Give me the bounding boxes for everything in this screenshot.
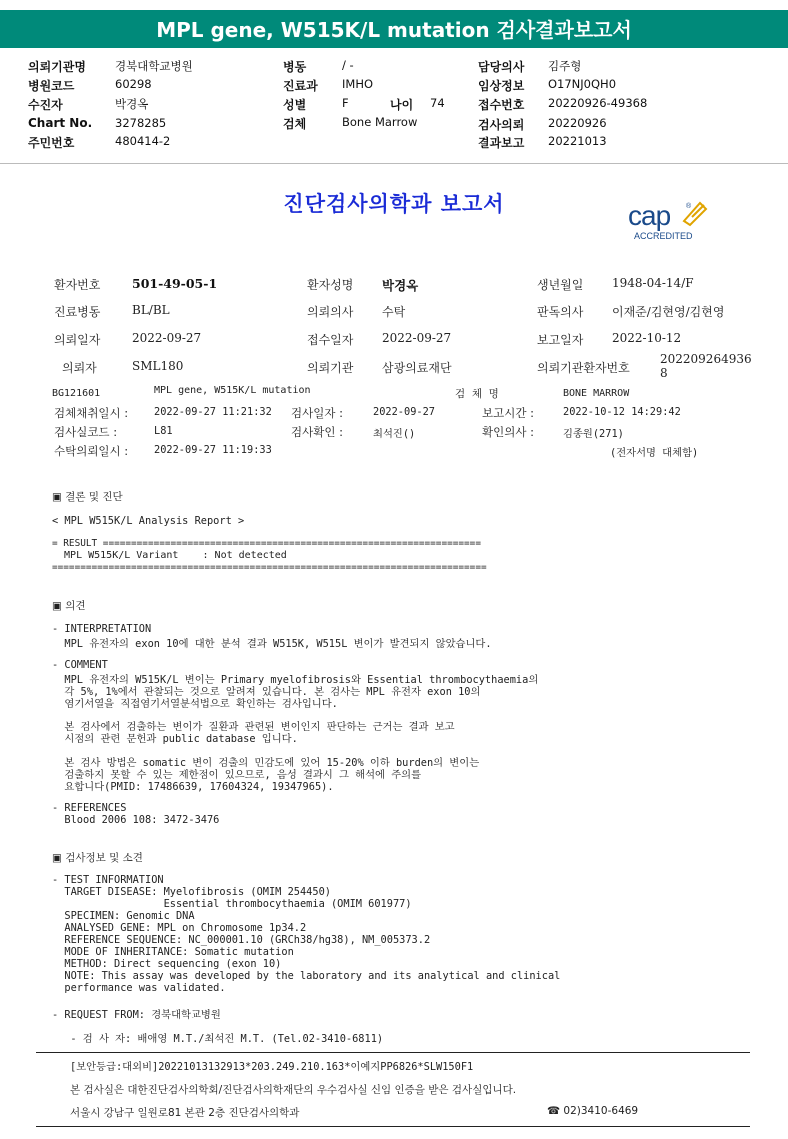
ward-unit-value: BL/BL (132, 303, 170, 317)
comment-line: 검출하지 못할 수 있는 제한점이 있으므로, 음성 결과시 그 해석에 주의를 (52, 769, 422, 781)
test-info-heading: ▣ 검사정보 및 소견 (52, 852, 143, 864)
clinical-info-value: O17NJ0QH0 (548, 77, 617, 91)
reading-doctor-value: 이재준/김현영/김현영 (612, 305, 725, 319)
institution-label: 의뢰기관명 (28, 60, 86, 74)
sex-value: F (342, 96, 349, 110)
institution-patient-no-value-cont: 8 (660, 366, 668, 380)
cap-logo-text: cap (628, 200, 671, 231)
test-date-label: 검사일자 : (291, 406, 343, 420)
test-info-line: ANALYSED GENE: MPL on Chromosome 1p34.2 (52, 922, 307, 934)
test-name: MPL gene, W515K/L mutation (154, 385, 311, 396)
report-time-label: 보고시간 : (482, 406, 534, 420)
patient-value: 박경옥 (115, 97, 149, 111)
resident-no-value: 480414-2 (115, 134, 171, 148)
interpretation-heading: - INTERPRETATION (52, 623, 152, 635)
comment-line: 각 5%, 1%에서 관찰되는 것으로 알려져 있습니다. 본 검사는 MPL 유전자 exon 10의 (52, 686, 481, 698)
test-info-line: Essential thrombocythaemia (OMIM 601977) (52, 898, 412, 910)
test-info-line: NOTE: This assay was developed by the laboratory and its analytical and clinical (52, 970, 561, 982)
result-date-label: 결과보고 (478, 136, 525, 150)
requester-label: 의뢰자 (62, 361, 97, 375)
outsource-request-label: 수탁의뢰일시 : (54, 444, 129, 458)
department-label: 진료과 (283, 79, 318, 93)
patient-label: 수진자 (28, 98, 63, 112)
analysis-report-name: < MPL W515K/L Analysis Report > (52, 515, 245, 527)
outsource-request-value: 2022-09-27 11:19:33 (154, 444, 272, 456)
test-info-line: METHOD: Direct sequencing (exon 10) (52, 958, 282, 970)
request-from: - REQUEST FROM: 경북대학교병원 (52, 1009, 221, 1021)
comment-heading: - COMMENT (52, 659, 108, 671)
comment-line: 요합니다(PMID: 17486639, 17604324, 19347965). (52, 781, 334, 793)
accession-date-label: 접수일자 (307, 333, 354, 347)
hospital-code-label: 병원코드 (28, 79, 75, 93)
test-info-line: MODE OF INHERITANCE: Somatic mutation (52, 946, 294, 958)
receipt-no-label: 접수번호 (478, 98, 525, 112)
comment-line: 본 검사 방법은 somatic 변이 검출의 민감도에 있어 15-20% 이하 burden의 변이는 (52, 757, 480, 769)
ward-value: / - (342, 58, 354, 72)
certification-text: 본 검사실은 대한진단검사의학회/진단검사의학재단의 우수검사실 신임 인증을 받은 검사실입니다. (70, 1084, 517, 1096)
lab-address: 서울시 강남구 일원로81 본관 2층 진단검사의학과 (70, 1107, 300, 1119)
confirm-doctor-label: 확인의사 : (482, 425, 534, 439)
result-separator: = RESULT =================================================================== (52, 538, 481, 549)
lab-code-value: L81 (154, 425, 173, 437)
security-line: [보안등급:대외비]20221013132913*203.249.210.163*이예지PP6826*SLW150F1 (70, 1061, 474, 1073)
doctor-label: 담당의사 (478, 60, 525, 74)
comment-line: 염기서열을 직접염기서열분석법으로 확인하는 검사입니다. (52, 698, 338, 710)
test-info-line: performance was validated. (52, 982, 226, 994)
request-date-value: 20220926 (548, 116, 607, 130)
reference-item: Blood 2006 108: 3472-3476 (52, 814, 220, 826)
reading-doctor-label: 판독의사 (537, 305, 584, 319)
esign-note: (전자서명 대체함) (610, 447, 699, 459)
opinion-heading: ▣ 의견 (52, 600, 86, 612)
header-divider (0, 163, 788, 164)
requesting-doctor-label: 의뢰의사 (307, 305, 354, 319)
comment-line: 본 검사에서 검출하는 변이가 질환과 관련된 변이인지 판단하는 근거는 결과 보고 (52, 721, 455, 733)
footer-bottom-rule (36, 1126, 750, 1127)
specimen-name-value: BONE MARROW (563, 388, 630, 399)
institution-patient-no-value: 202209264936 (660, 352, 752, 366)
order-date-value: 2022-09-27 (132, 331, 202, 345)
report-date-value: 2022-10-12 (612, 331, 682, 345)
test-info-line: REFERENCE SEQUENCE: NC_000001.10 (GRCh38/hg38), NM_005373.2 (52, 934, 431, 946)
requesting-institution-value: 삼광의료재단 (382, 361, 452, 375)
test-info-line: TARGET DISEASE: Myelofibrosis (OMIM 254450) (52, 886, 331, 898)
patient-name-value: 박경옥 (382, 278, 419, 293)
tester-info: - 검 사 자: 배애영 M.T./최석진 M.T. (Tel.02-3410-6811) (58, 1033, 384, 1045)
lab-code-label: 검사실코드 : (54, 425, 118, 439)
department-value: IMHO (342, 77, 374, 91)
conclusion-heading: ▣ 결론 및 진단 (52, 491, 123, 503)
chart-no-value: 3278285 (115, 116, 167, 130)
patient-name-label: 환자성명 (307, 278, 354, 292)
test-confirm-value: 최석진() (373, 428, 416, 440)
test-code: BG121601 (52, 388, 101, 399)
request-date-label: 검사의뢰 (478, 118, 525, 132)
requesting-doctor-value: 수탁 (382, 305, 406, 319)
ward-label: 병동 (283, 60, 307, 74)
footer-top-rule (36, 1052, 750, 1053)
test-info-line: SPECIMEN: Genomic DNA (52, 910, 195, 922)
specimen-name-label: 검 체 명 (455, 388, 499, 400)
specimen-label: 검체 (283, 117, 307, 131)
doctor-value: 김주형 (548, 59, 582, 73)
report-time-value: 2022-10-12 14:29:42 (563, 406, 681, 418)
chart-no-label: Chart No. (28, 116, 93, 130)
birth-date-value: 1948-04-14/F (612, 276, 694, 290)
specimen-value: Bone Marrow (342, 115, 418, 129)
confirm-doctor-value: 김종원(271) (563, 428, 624, 440)
ward-unit-label: 진료병동 (54, 305, 101, 319)
report-header-title: MPL gene, W515K/L mutation 검사결과보고서 (156, 18, 632, 42)
institution-patient-no-label: 의뢰기관환자번호 (537, 361, 630, 375)
test-date-value: 2022-09-27 (373, 406, 435, 418)
cap-trademark: ® (686, 203, 692, 210)
test-confirm-label: 검사확인 : (291, 425, 343, 439)
accession-date-value: 2022-09-27 (382, 331, 452, 345)
references-heading: - REFERENCES (52, 802, 127, 814)
interpretation-text: MPL 유전자의 exon 10에 대한 분석 결과 W515K, W515L 변이가 발견되지 않았습니다. (52, 638, 492, 650)
result-end-separator: ============================================================================= (52, 562, 487, 573)
lab-phone: ☎ 02)3410-6469 (547, 1105, 639, 1117)
order-date-label: 의뢰일자 (54, 333, 101, 347)
age-value: 74 (430, 96, 445, 110)
birth-date-label: 생년월일 (537, 278, 584, 292)
sex-label: 성별 (283, 98, 307, 112)
hospital-code-value: 60298 (115, 77, 152, 91)
requester-value: SML180 (132, 359, 184, 373)
collect-time-label: 검체채취일시 : (54, 406, 129, 420)
variant-result: MPL W515K/L Variant : Not detected (52, 550, 287, 561)
result-date-value: 20221013 (548, 134, 607, 148)
clinical-info-label: 임상정보 (478, 79, 525, 93)
patient-no-label: 환자번호 (54, 278, 101, 292)
comment-line: 시점의 관련 문헌과 public database 입니다. (52, 733, 298, 745)
institution-value: 경북대학교병원 (115, 59, 193, 73)
receipt-no-value: 20220926-49368 (548, 96, 648, 110)
report-date-label: 보고일자 (537, 333, 584, 347)
resident-no-label: 주민번호 (28, 136, 75, 150)
cap-accredited-text: ACCREDITED (634, 231, 693, 241)
test-info-subheading: - TEST INFORMATION (52, 874, 164, 886)
comment-line: MPL 유전자의 W515K/L 변이는 Primary myelofibrosis와 Essential thrombocythaemia의 (52, 674, 539, 686)
report-title: 진단검사의학과 보고서 (283, 191, 505, 216)
collect-time-value: 2022-09-27 11:21:32 (154, 406, 272, 418)
age-label: 나이 (390, 98, 414, 112)
requesting-institution-label: 의뢰기관 (307, 361, 354, 375)
patient-no-value: 501-49-05-1 (132, 276, 218, 291)
